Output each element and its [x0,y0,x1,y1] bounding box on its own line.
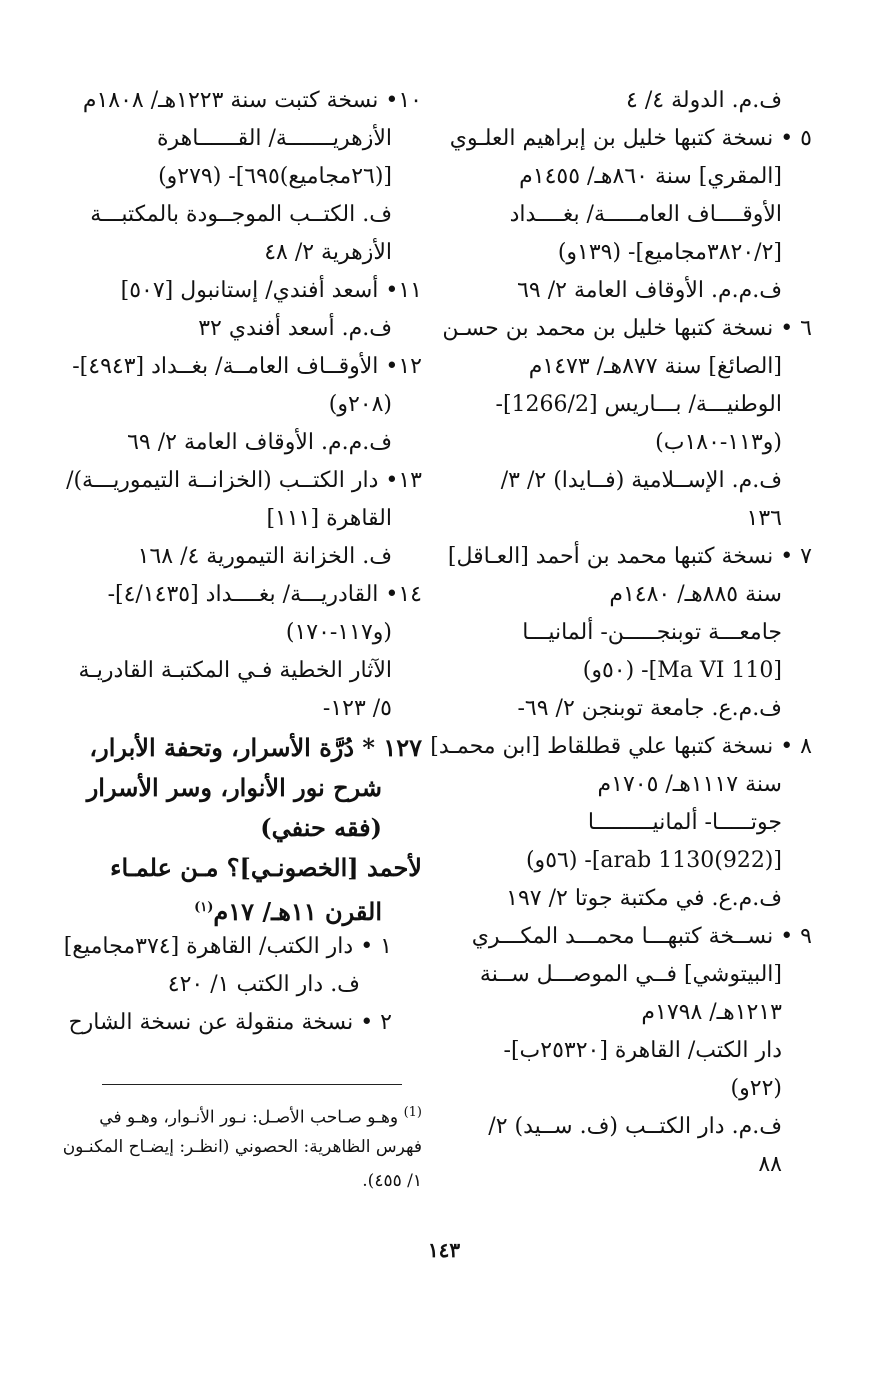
text-line: ف. الكتــب الموجــودة بالمكتبـــة [90,202,392,227]
text-line: [(٢٦مجاميع)٦٩٥]- (٢٧٩و) [158,164,392,189]
text-line: الأوقــــاف العامـــــة/ بغــــداد [509,202,782,227]
footnote-ref: (١) [194,900,214,915]
text-line: ١٢١٣هـ/ ١٧٩٨م [641,1000,782,1025]
text-line: ف.م. دار الكتــب (ف. ســيد) ٢/ [488,1114,782,1139]
text-line: (و١١٣-١٨٠ب) [655,430,782,455]
entry-line: ٧ • نسخة كتبها محمد بن أحمد [العـاقل] [447,544,812,569]
entry-line: ٥ • نسخة كتبها خليل بن إبراهيم العلـوي [449,126,812,151]
entry-line: ١ • دار الكتب/ القاهرة [٣٧٤مجاميع] [63,934,392,959]
text-line: ٥/ ١٢٣- [322,696,392,721]
text-line: (٢٠٨و) [328,392,392,417]
text-line: جوتـــــا- ألمانيـــــــــا [587,810,782,835]
text-line: ف.م.م. الأوقاف العامة ٢/ ٦٩ [127,430,392,455]
entry-line: ١٤• القادريـــة/ بغــــداد [٤/١٤٣٥]- [107,582,422,607]
text-line: دار الكتب/ القاهرة [٢٥٣٢٠ب]- [503,1038,782,1063]
text-line: [Ma VI 110]- (٥٠و) [582,658,782,683]
entry-line: ٨ • نسخة كتبها علي قطلقاط [ابن محمـد] [430,734,812,759]
text-line: جامعـــة توبنجـــــن- ألمانيـــا [522,620,782,645]
text-line: ف.م. الإســلامية (فــايدا) ٢/ ٣/ [500,468,782,493]
footnote [62,1096,422,1198]
text-line: ٨٨ [758,1152,782,1177]
footnote-line: ١/ ٤٥٥). [362,1171,422,1191]
entry-127-title: ١٢٧ * دُرَّة الأسرار، وتحفة الأبرار، [89,733,422,762]
entry-line: ٦ • نسخة كتبها خليل بن محمد بن حسـن [442,316,812,341]
footnote-mark: (1) [403,1105,422,1120]
text-line: [arab 1130(922)]- (٥٦و) [525,848,782,873]
text-line: ف.م.ع. جامعة توبنجن ٢/ ٦٩- [517,696,782,721]
footnote-line [72,1096,422,1130]
entry-line: ١٣• دار الكتــب (الخزانــة التيموريـــة)/ [66,468,422,493]
entry-127-author: لأحمد [الخصونـي]؟ مـن علمـاء [110,853,422,882]
text-line: ف.م.م. الأوقاف العامة ٢/ ٦٩ [517,278,782,303]
footnote-text: وهـو صـاحب الأصـل: نـور الأنـوار، وهـو في [99,1107,399,1128]
footnote-separator [102,1084,402,1085]
text-line: الأزهريـــــــة/ القــــــاهرة [156,126,392,151]
author-era: القرن ١١هـ/ ١٧م [213,897,382,926]
text-line: ف.م.ع. في مكتبة جوتا ٢/ ١٩٧ [506,886,782,911]
text-line: ف. الخزانة التيمورية ٤/ ١٦٨ [137,544,392,569]
text-line: سنة ٨٨٥هـ/ ١٤٨٠م [609,582,782,607]
text-line: [البيتوشي] فــي الموصـــل ســنة [479,962,782,987]
entry-line: ١٢• الأوقــاف العامــة/ بغــداد [٤٩٤٣]- [72,354,422,379]
text-line: [٣٨٢٠/٢مجاميع]- (١٣٩و) [557,240,782,265]
text-line: القاهرة [١١١] [266,506,392,531]
text-line: [المقري] سنة ٨٦٠هـ/ ١٤٥٥م [519,164,782,189]
text-line: الآثار الخطية فـي المكتبـة القادريـة [78,658,392,683]
entry-127-title-cont: شرح نور الأنوار، وسر الأسرار [86,773,382,802]
text-line: ف.م. أسعد أفندي ٣٢ [198,316,392,341]
entry-line: ٢ • نسخة منقولة عن نسخة الشارح [68,1010,392,1035]
text-line: ف.م. الدولة ٤/ ٤ [626,88,782,113]
entry-line: ٩ • نســخة كتبهـــا محمـــد المكـــري [471,924,812,949]
text-line: (و١١٧-١٧٠) [285,620,392,645]
page-number: ١٤٣ [427,1238,461,1262]
right-column [430,82,812,1184]
text-line: سنة ١١١٧هـ/ ١٧٠٥م [597,772,782,797]
text-line: (٢٢و) [730,1076,782,1101]
text-line: [الصائغ] سنة ٨٧٧هـ/ ١٤٧٣م [528,354,782,379]
entry-line: ١٠• نسخة كتبت سنة ١٢٢٣هـ/ ١٨٠٨م [82,88,422,113]
entry-127-author-cont [72,888,422,928]
footnote-line: فهرس الظاهرية: الحصوني (انظـر: إيضـاح المكنـون [62,1137,422,1157]
text-line: ف. دار الكتب ١/ ٤٢٠ [167,972,360,997]
entry-127-subject: (فقه حنفي) [260,813,382,842]
left-column [63,82,422,1042]
text-line: الوطنيـــة/ بـــاريس [1266/2]- [495,392,782,417]
entry-line: ١١• أسعد أفندي/ إستانبول [٥٠٧] [120,278,422,303]
text-line: ١٣٦ [746,506,782,531]
text-line: الأزهرية ٢/ ٤٨ [264,240,392,265]
